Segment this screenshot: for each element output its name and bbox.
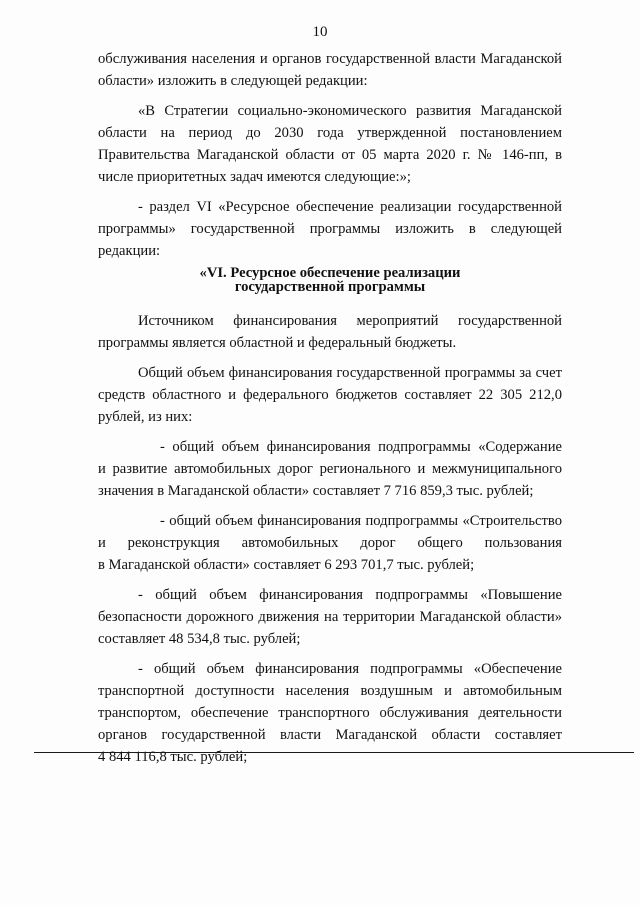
paragraph-subprogram-construction	[98, 510, 562, 576]
text-line: - общий объем финансирования подпрограммы «Обеспечение	[138, 661, 562, 677]
text-line: редакции:	[98, 243, 161, 259]
text-line: транспортом, обеспечение транспортного обслуживания деятельности	[98, 705, 562, 721]
text-line: значения в Магаданской области» составляет 7 716 859,3 тыс. рублей;	[98, 483, 534, 499]
text-line: программы» государственной программы изложить в следующей	[98, 221, 562, 237]
paragraph-total-funding	[98, 362, 562, 428]
text-line: - общий объем финансирования подпрограммы «Повышение	[138, 587, 562, 603]
text-line: 4 844 116,8 тыс. рублей;	[98, 749, 248, 765]
paragraph-sources	[98, 310, 562, 354]
heading-line: «VI. Ресурсное обеспечение реализации	[199, 265, 461, 281]
page-number: 10	[312, 24, 328, 40]
text-line: - общий объем финансирования подпрограммы «Содержание	[160, 439, 562, 455]
paragraph-intro	[98, 48, 562, 92]
paragraph-strategy	[98, 100, 562, 188]
paragraph-section-vi	[98, 196, 562, 262]
text-line: Правительства Магаданской области от 05 марта 2020 г. № 146-пп, в	[98, 147, 562, 163]
text-line: обслуживания населения и органов государственной власти Магаданской	[98, 51, 562, 67]
document-body	[98, 48, 562, 768]
text-line: и развитие автомобильных дорог регионального и межмуниципального	[98, 461, 562, 477]
paragraph-subprogram-safety	[98, 584, 562, 650]
text-line: числе приоритетных задач имеются следующие:»;	[98, 169, 411, 185]
text-line: области» изложить в следующей редакции:	[98, 73, 368, 89]
text-line: транспортной доступности населения воздушным и автомобильным	[98, 683, 562, 699]
text-line: органов государственной власти Магаданской области составляет	[98, 727, 562, 743]
text-line: средств областного и федерального бюджетов составляет 22 305 212,0	[98, 387, 562, 403]
text-line: - общий объем финансирования подпрограммы «Строительство	[160, 513, 562, 529]
paragraph-subprogram-maintenance	[98, 436, 562, 502]
section-heading	[98, 266, 562, 294]
text-line: безопасности дорожного движения на территории Магаданской области»	[98, 609, 562, 625]
text-line: «В Стратегии социально-экономического развития Магаданской	[138, 103, 562, 119]
text-line: в Магаданской области» составляет 6 293 701,7 тыс. рублей;	[98, 557, 475, 573]
heading-line: государственной программы	[234, 279, 426, 295]
text-line: - раздел VI «Ресурсное обеспечение реализации государственной	[138, 199, 562, 215]
text-line: Источником финансирования мероприятий государственной	[138, 313, 562, 329]
text-line: программы является областной и федеральный бюджеты.	[98, 335, 457, 351]
text-line: и реконструкция автомобильных дорог общего пользования	[98, 535, 562, 551]
text-line: составляет 48 534,8 тыс. рублей;	[98, 631, 301, 647]
footer-divider	[34, 752, 634, 753]
text-line: области на период до 2030 года утвержденной постановлением	[98, 125, 562, 141]
text-line: Общий объем финансирования государственной программы за счет	[138, 365, 562, 381]
text-line: рублей, из них:	[98, 409, 193, 425]
